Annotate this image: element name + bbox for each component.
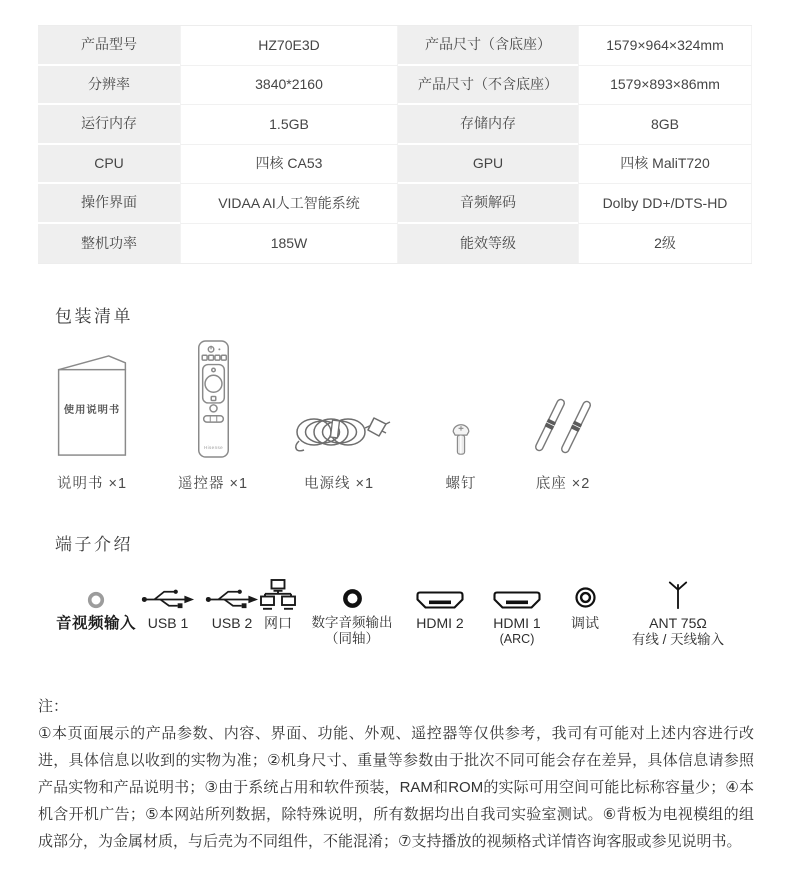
packing-item-power-cable [269,345,409,493]
port-label: USB 1 [147,615,189,631]
port-label: 数字音频输出 [311,615,393,630]
port-label: HDMI 2 [416,615,464,631]
packing-item-screw [416,345,506,493]
spec-value-cell: Dolby DD+/DTS-HD [578,184,752,224]
spec-value-cell: 3840*2160 [180,66,398,106]
port-hdmi2 [407,574,473,632]
antenna-icon [664,574,692,610]
spec-value-cell: 1.5GB [180,105,398,145]
notes-section [38,693,754,855]
packing-item-stand [513,345,613,493]
port-digital-audio-out [299,574,405,648]
manual-cover-text: 使用说明书 [63,404,121,416]
usb-icon [204,574,260,610]
spec-label-cell: 能效等级 [398,224,578,264]
spec-label-cell: 整机功率 [38,224,180,264]
power-cable-icon [287,405,391,459]
spec-label-cell: CPU [38,145,180,185]
packing-item-label: 底座 ×2 [535,476,591,492]
spec-label-cell: 产品型号 [38,26,180,66]
spec-label-cell: 音频解码 [398,184,578,224]
spec-value-cell: 2级 [578,224,752,264]
remote-brand-text: Hisense [203,445,223,451]
port-sublabel: （同轴） [325,631,379,647]
usb-icon [140,574,196,610]
stand-icon [532,393,594,459]
ports-title: 端子介绍 [55,535,133,554]
port-ethernet [255,574,301,632]
spec-label-cell: 存储内存 [398,105,578,145]
port-debug [561,574,609,632]
coaxial-icon [341,574,364,610]
rca-jack-icon [86,574,106,610]
packing-item-label: 螺钉 [445,476,477,492]
remote-control-icon [195,339,232,459]
ethernet-icon [260,574,296,610]
port-sublabel: (ARC) [499,632,535,647]
port-label: ANT 75Ω [649,615,707,631]
port-label: 调试 [571,615,599,631]
spec-label-cell: 产品尺寸（不含底座） [398,66,578,106]
spec-label-cell: GPU [398,145,578,185]
port-antenna [619,574,737,649]
port-label: 音视频输入 [55,615,136,632]
debug-ring-icon [573,574,598,610]
port-av-input [50,574,142,634]
spec-label-cell: 产品尺寸（含底座） [398,26,578,66]
spec-value-cell: 185W [180,224,398,264]
notes-body: ①本页面展示的产品参数、内容、界面、功能、外观、遥控器等仅供参考，我司有可能对上述内容进行改进，具体信息以收到的实物为准；②机身尺寸、重量等参数由于批次不同可能会存在差异，具体信息请参照产品实物和产品说明书；③由于系统占用和软件预装，RAM和ROM的实际可用空间可能比标称容量少；④本机含开机广告；⑤本网站所列数据，除特殊说明，所有数据均出自我司实验室测试。⑥背板为电视模组的组成部分，为金属材质，与后壳为不同组件，不能混淆；⑦支持播放的视频格式详情咨询客服或参见说明书。 [38,725,754,850]
port-label: USB 2 [211,615,253,631]
spec-value-cell: VIDAA AI人工智能系统 [180,184,398,224]
spec-label-cell: 运行内存 [38,105,180,145]
hdmi-icon [493,574,541,610]
port-usb1 [139,574,197,632]
spec-table [38,25,752,264]
screw-icon [451,422,471,459]
notes-heading: 注： [38,698,69,715]
spec-value-cell: 四核 CA53 [180,145,398,185]
port-sublabel: 有线 / 天线输入 [631,632,725,648]
packing-list-title: 包装清单 [55,307,133,326]
packing-item-label: 说明书 ×1 [56,476,128,492]
port-hdmi1 [484,574,550,648]
port-label: 网口 [264,615,292,631]
port-usb2 [203,574,261,632]
packing-item-remote [158,345,268,493]
spec-value-cell: 1579×964×324mm [578,26,752,66]
packing-item-label: 遥控器 ×1 [177,476,249,492]
spec-value-cell: 8GB [578,105,752,145]
spec-label-cell: 操作界面 [38,184,180,224]
spec-value-cell: 1579×893×86mm [578,66,752,106]
manual-icon [52,351,132,459]
spec-label-cell: 分辨率 [38,66,180,106]
spec-value-cell: HZ70E3D [180,26,398,66]
packing-item-manual [32,345,152,493]
hdmi-icon [416,574,464,610]
port-label: HDMI 1 [493,615,541,631]
packing-item-label: 电源线 ×1 [303,476,375,492]
spec-value-cell: 四核 MaliT720 [578,145,752,185]
